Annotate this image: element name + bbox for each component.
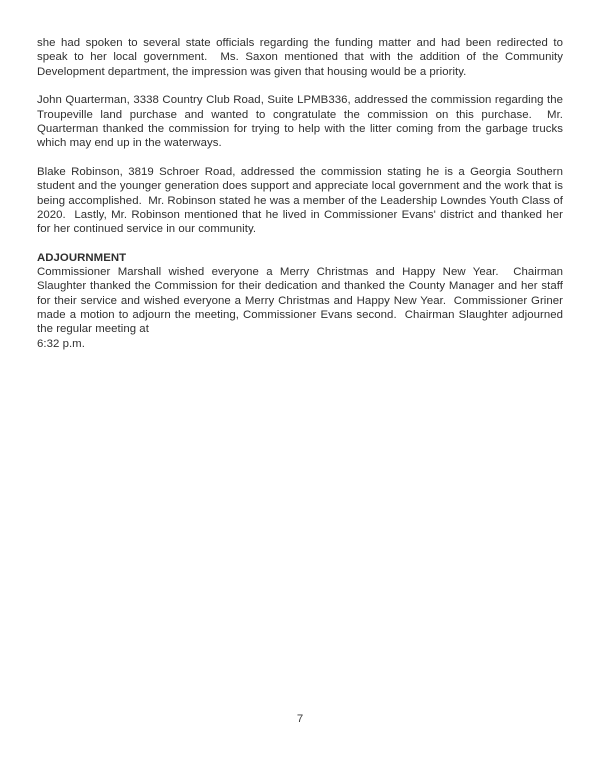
document-content [37, 36, 567, 351]
adjournment-heading: ADJOURNMENT [37, 251, 127, 264]
adjournment-time: 6:32 p.m. [37, 337, 85, 350]
paragraph-saxon-funding: she had spoken to several state officials regarding the funding matter and had been redirected to speak to her local government. Ms. Saxon mentioned that with the addition of the Community Development department, the impression was given that housing would be a priority. [37, 37, 567, 78]
paragraph-quarterman-comment: John Quarterman, 3338 Country Club Road, Suite LPMB336, addressed the commission regarding the Troupeville land purchase and wanted to congratulate the commission on this purchase. Mr. Quarterman thanked the commission for trying to help with the litter coming from the garbage trucks which may end up in the waterways. [37, 94, 567, 150]
page-number: 7 [296, 713, 304, 725]
paragraph-adjournment: Commissioner Marshall wished everyone a Merry Christmas and Happy New Year. Chairman Slaughter thanked the Commission for their dedication and thanked the County Manager and her staff for their service and wished everyone a Merry Christmas and Happy New Year. Commissioner Griner made a motion to adjourn the meeting, Commissioner Evans second. Chairman Slaughter adjourned the regular meeting at [37, 266, 567, 336]
paragraph-robinson-comment: Blake Robinson, 3819 Schroer Road, addressed the commission stating he is a Georgia Southern student and the younger generation does support and appreciate local government and the work that is being accomplished. Mr. Robinson stated he was a member of the Leadership Lowndes Youth Class of 2020. Lastly, Mr. Robinson mentioned that he lived in Commissioner Evans' district and thanked her for her continued service in our community. [37, 165, 567, 236]
